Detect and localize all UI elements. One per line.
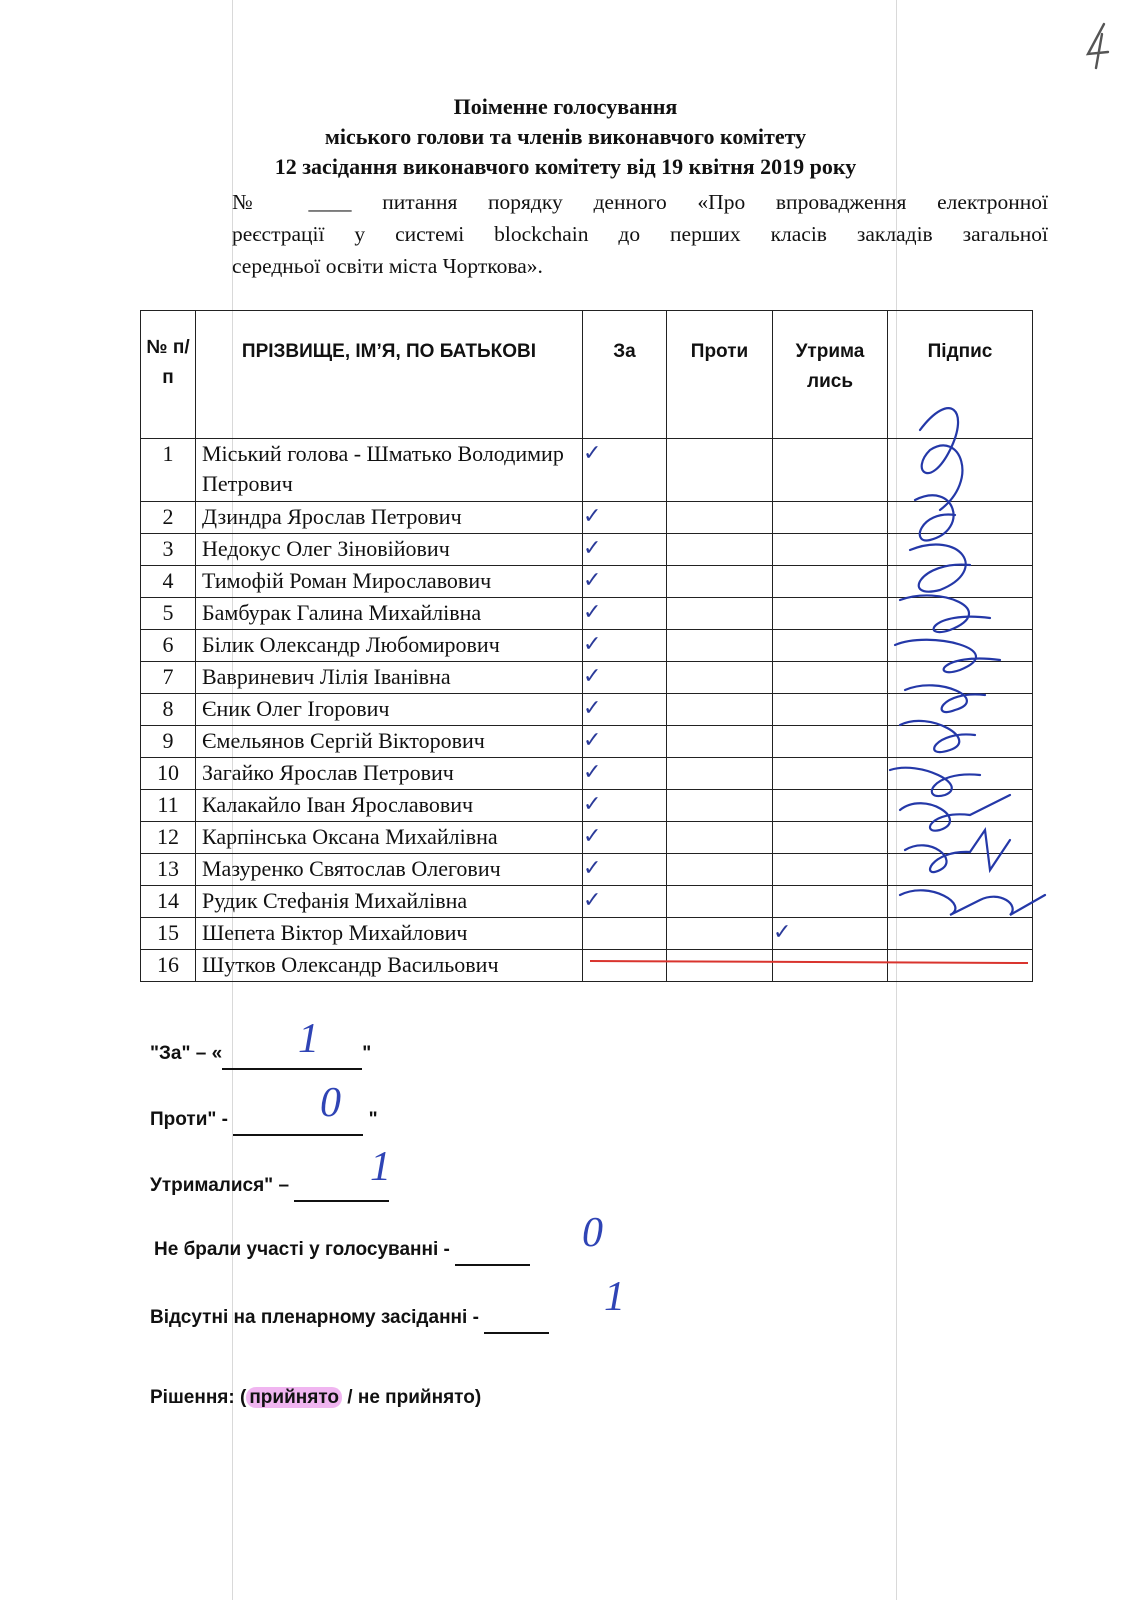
vote-for-cell: ✓ (583, 439, 667, 502)
vote-for-cell: ✓ (583, 662, 667, 694)
vote-against-cell (667, 566, 773, 598)
vote-against-cell (667, 694, 773, 726)
member-name: Карпінська Оксана Михайлівна (196, 822, 583, 854)
for-count-handwritten: 1 (298, 1016, 319, 1062)
header-signature: Підпис (888, 311, 1033, 439)
decision-line: Рішення: ( прийнято / не прийнято) (150, 1387, 482, 1408)
member-name: Єник Олег Ігорович (196, 694, 583, 726)
vote-for-cell: ✓ (583, 502, 667, 534)
vote-against-cell (667, 822, 773, 854)
member-name: Недокус Олег Зіновійович (196, 534, 583, 566)
row-number: 15 (141, 918, 196, 950)
absent-count-handwritten: 1 (604, 1274, 625, 1320)
vote-for-cell: ✓ (583, 566, 667, 598)
member-name: Вавриневич Лілія Іванівна (196, 662, 583, 694)
vote-for-cell: ✓ (583, 598, 667, 630)
vote-for-cell: ✓ (583, 534, 667, 566)
page-number-mark (1082, 22, 1114, 70)
row-number: 13 (141, 854, 196, 886)
totals-abstained: Утрималися" – (150, 1172, 389, 1202)
row-number: 1 (141, 439, 196, 502)
vote-against-cell (667, 790, 773, 822)
vote-for-cell: ✓ (583, 758, 667, 790)
row-number: 9 (141, 726, 196, 758)
member-name: Ємельянов Сергій Вікторович (196, 726, 583, 758)
row-number: 10 (141, 758, 196, 790)
row-number: 12 (141, 822, 196, 854)
vote-for-cell: ✓ (583, 886, 667, 918)
vote-for-cell: ✓ (583, 694, 667, 726)
header-against: Проти (667, 311, 773, 439)
header-abstained: Утрима лись (773, 311, 888, 439)
row-number: 7 (141, 662, 196, 694)
against-count-handwritten: 0 (320, 1080, 341, 1126)
row-number: 14 (141, 886, 196, 918)
header-full-name: ПРІЗВИЩЕ, ІМ’Я, ПО БАТЬКОВІ (196, 311, 583, 439)
row-number: 6 (141, 630, 196, 662)
question-line-2: реєстрації у системі blockchain до перших класів закладів загальної (232, 222, 1048, 246)
vote-against-cell (667, 662, 773, 694)
decision-accepted-highlight: прийнято (246, 1387, 342, 1408)
vote-for-cell: ✓ (583, 822, 667, 854)
totals-against: Проти" - " (150, 1106, 378, 1136)
member-name: Міський голова - Шматько Володимир Петрович (196, 439, 583, 502)
row-number: 4 (141, 566, 196, 598)
doc-title-line-3: 12 засідання виконавчого комітету від 19 квітня 2019 року (274, 154, 857, 179)
member-name: Калакайло Іван Ярославович (196, 790, 583, 822)
vote-against-cell (667, 726, 773, 758)
row-number: 2 (141, 502, 196, 534)
member-name: Мазуренко Святослав Олегович (196, 854, 583, 886)
header-for: За (583, 311, 667, 439)
row-number: 11 (141, 790, 196, 822)
doc-title-line-1: Поіменне голосування (453, 94, 678, 119)
member-name: Шепета Віктор Михайлович (196, 918, 583, 950)
row-number: 5 (141, 598, 196, 630)
member-name: Дзиндра Ярослав Петрович (196, 502, 583, 534)
vote-for-cell: ✓ (583, 790, 667, 822)
not-voted-count-handwritten: 0 (582, 1210, 603, 1256)
totals-for: "За" – « " (150, 1040, 371, 1070)
vote-against-cell (667, 630, 773, 662)
vote-against-cell (667, 598, 773, 630)
member-name: Тимофій Роман Мирославович (196, 566, 583, 598)
vote-for-cell: ✓ (583, 854, 667, 886)
vote-abstain-cell: ✓ (773, 918, 888, 950)
member-name: Шутков Олександр Васильович (196, 950, 583, 982)
strike-line (590, 958, 1030, 966)
doc-title-line-2: міського голови та членів виконавчого комітету (324, 124, 807, 149)
signatures-handwritten (860, 390, 1060, 950)
member-name: Бамбурак Галина Михайлівна (196, 598, 583, 630)
vote-against-cell (667, 758, 773, 790)
vote-against-cell (667, 886, 773, 918)
totals-absent: Відсутні на пленарному засіданні - (150, 1304, 549, 1334)
vote-against-cell (667, 854, 773, 886)
vote-against-cell (667, 502, 773, 534)
vote-against-cell (667, 918, 773, 950)
member-name: Білик Олександр Любомирович (196, 630, 583, 662)
vote-against-cell (667, 439, 773, 502)
header-number: № п/ п (141, 311, 196, 439)
row-number: 8 (141, 694, 196, 726)
question-line-3: середньої освіти міста Чорткова». (232, 254, 543, 278)
vote-against-cell (667, 534, 773, 566)
member-name: Рудик Стефанія Михайлівна (196, 886, 583, 918)
vote-for-cell: ✓ (583, 630, 667, 662)
totals-not-voted: Не брали участі у голосуванні - (154, 1236, 530, 1266)
member-name: Загайко Ярослав Петрович (196, 758, 583, 790)
row-number: 16 (141, 950, 196, 982)
abstained-count-handwritten: 1 (370, 1144, 391, 1190)
vote-for-cell (583, 918, 667, 950)
row-number: 3 (141, 534, 196, 566)
vote-for-cell: ✓ (583, 726, 667, 758)
question-line-1: № ____ питання порядку денного «Про впровадження електронної (232, 190, 1048, 214)
